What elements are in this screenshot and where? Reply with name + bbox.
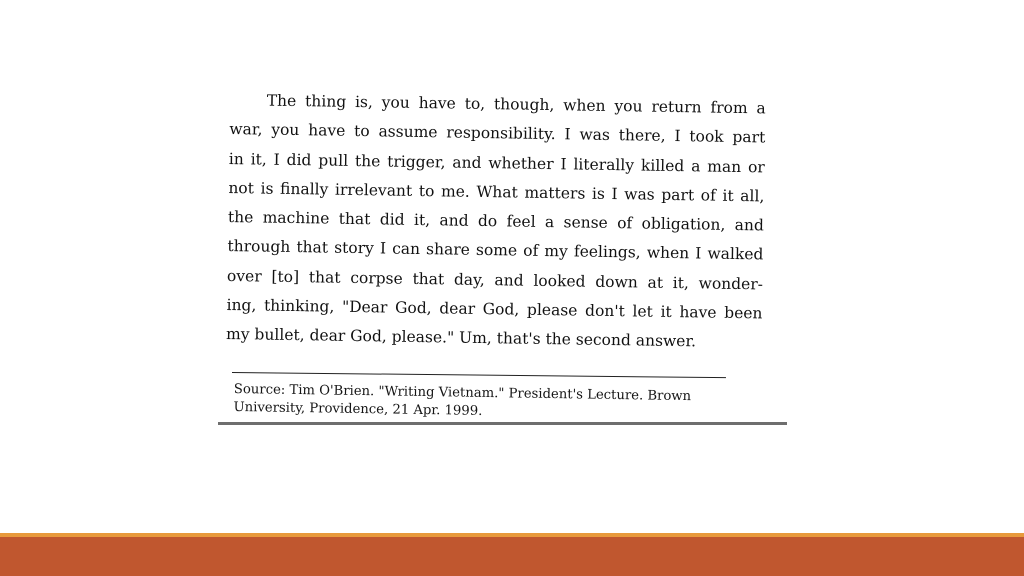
quote-line: ing, thinking, "Dear God, dear God, please don't let it have been [226,296,763,323]
footer-band [0,537,1024,576]
quote-passage [226,86,766,358]
source-divider [232,372,726,378]
quote-line: The thing is, you have to, though, when you return from a [266,91,766,118]
quote-line: war, you have to assume responsibility. I was there, I took part [229,120,766,147]
quote-line: not is finally irrelevant to me. What matters is I was part of it all, [228,178,765,206]
quote-line: in it, I did pull the trigger, and whether I literally killed a man or [228,149,765,177]
scanned-quote-image [218,80,787,425]
source-line-1: Source: Tim O'Brien. "Writing Vietnam." President's Lecture. Brown [233,381,692,405]
quote-line: through that story I can share some of my feelings, when I walked [227,237,764,264]
quote-line: my bullet, dear God, please." Um, that's the second answer. [225,325,697,351]
quote-line: the machine that did it, and do feel a sense of obligation, and [227,208,765,235]
quote-line: over [to] that corpse that day, and looked down at it, wonder- [226,266,764,294]
source-line-2: University, Providence, 21 Apr. 1999. [233,399,483,419]
source-citation [233,381,734,425]
